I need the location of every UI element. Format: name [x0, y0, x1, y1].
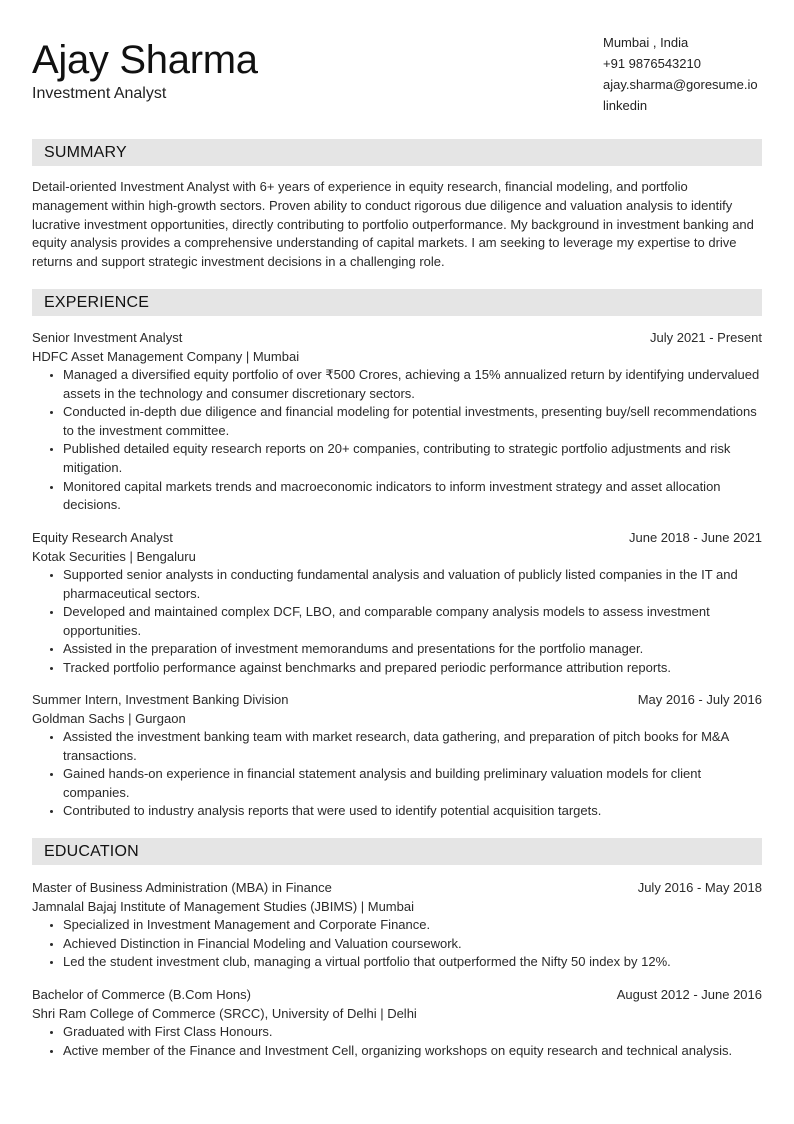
experience-entry	[32, 528, 762, 678]
degree-bullets	[32, 916, 762, 972]
job-title: Summer Intern, Investment Banking Division	[32, 692, 289, 707]
contact-block	[603, 32, 758, 116]
degree-title: Master of Business Administration (MBA) in Finance	[32, 880, 332, 895]
bullet-item: • Gained hands-on experience in financial statement analysis and building preliminary valuation models for client companies.	[63, 765, 762, 802]
education-entry	[32, 878, 762, 972]
resume-header	[32, 32, 762, 122]
job-bullets	[32, 728, 762, 821]
degree-title: Bachelor of Commerce (B.Com Hons)	[32, 987, 251, 1002]
candidate-role: Investment Analyst	[32, 85, 167, 102]
degree-bullets	[32, 1023, 762, 1060]
bullet-item: • Developed and maintained complex DCF, LBO, and comparable company analysis models to assess investment opportunities.	[63, 603, 762, 640]
education-section-header	[32, 838, 762, 865]
contact-phone: +91 9876543210	[603, 56, 701, 71]
job-bullets	[32, 366, 762, 515]
bullet-item: • Specialized in Investment Management and Corporate Finance.	[63, 916, 762, 935]
contact-linkedin-link[interactable]: linkedin	[603, 98, 648, 113]
experience-heading: EXPERIENCE	[44, 294, 150, 311]
education-entry	[32, 985, 762, 1060]
entry-title-row	[32, 528, 762, 547]
bullet-item: • Conducted in-depth due diligence and financial modeling for potential investments, presenting buy/sell recommendations to the investment committee.	[63, 403, 762, 440]
job-dates: May 2016 - July 2016	[637, 692, 762, 707]
entry-title-row	[32, 328, 762, 347]
bullet-item: • Active member of the Finance and Investment Cell, organizing workshops on equity research and technical analysis.	[63, 1042, 762, 1061]
summary-text: Detail-oriented Investment Analyst with 6+ years of experience in equity research, financial modeling, and portfolio management within high-growth sectors. Proven ability to conduct rigorous due diligence and valuation analysis to identify lucrative investment opportunities, directly contributing to portfolio outperformance. My background in investment banking and equity analysis provides a comprehensive understanding of capital markets. I am seeking to leverage my expertise to drive returns and support strategic investment decisions in a challenging role.	[32, 179, 754, 270]
job-title: Senior Investment Analyst	[32, 330, 183, 345]
job-dates: July 2021 - Present	[649, 330, 762, 345]
bullet-item: • Monitored capital markets trends and macroeconomic indicators to inform investment strategy and asset allocation decisions.	[63, 478, 762, 515]
school-name: Shri Ram College of Commerce (SRCC), University of Delhi | Delhi	[32, 1006, 417, 1021]
summary-section-header	[32, 139, 762, 166]
bullet-item: • Contributed to industry analysis reports that were used to identify potential acquisition targets.	[63, 802, 762, 821]
job-organization: Goldman Sachs | Gurgaon	[32, 711, 186, 726]
job-dates: June 2018 - June 2021	[629, 530, 762, 545]
bullet-item: • Tracked portfolio performance against benchmarks and prepared periodic performance attribution reports.	[63, 659, 762, 678]
degree-dates: August 2012 - June 2016	[616, 987, 762, 1002]
summary-heading: SUMMARY	[44, 144, 127, 161]
bullet-item: • Led the student investment club, managing a virtual portfolio that outperformed the Nifty 50 index by 12%.	[63, 953, 762, 972]
bullet-item: • Assisted in the preparation of investment memorandums and presentations for the portfolio manager.	[63, 640, 762, 659]
experience-entry	[32, 328, 762, 515]
experience-entry	[32, 690, 762, 821]
job-organization: HDFC Asset Management Company | Mumbai	[32, 349, 300, 364]
degree-dates: July 2016 - May 2018	[637, 880, 762, 895]
candidate-name: Ajay Sharma	[32, 38, 258, 82]
entry-title-row	[32, 985, 762, 1004]
school-name: Jamnalal Bajaj Institute of Management Studies (JBIMS) | Mumbai	[32, 899, 414, 914]
contact-email[interactable]: ajay.sharma@goresume.io	[603, 77, 758, 92]
bullet-item: • Published detailed equity research reports on 20+ companies, contributing to strategic portfolio adjustments and risk mitigation.	[63, 440, 762, 477]
job-bullets	[32, 566, 762, 678]
job-organization: Kotak Securities | Bengaluru	[32, 549, 196, 564]
entry-title-row	[32, 690, 762, 709]
contact-location: Mumbai , India	[603, 35, 689, 50]
education-heading: EDUCATION	[44, 843, 139, 860]
bullet-item: • Assisted the investment banking team with market research, data gathering, and preparation of pitch books for M&A transactions.	[63, 728, 762, 765]
experience-section-header	[32, 289, 762, 316]
bullet-item: • Supported senior analysts in conducting fundamental analysis and valuation of publicly listed companies in the IT and pharmaceutical sectors.	[63, 566, 762, 603]
bullet-item: • Graduated with First Class Honours.	[63, 1023, 762, 1042]
job-title: Equity Research Analyst	[32, 530, 173, 545]
bullet-item: • Achieved Distinction in Financial Modeling and Valuation coursework.	[63, 935, 762, 954]
entry-title-row	[32, 878, 762, 897]
bullet-item: • Managed a diversified equity portfolio of over ₹500 Crores, achieving a 15% annualized return by identifying undervalued assets in the technology and consumer discretionary sectors.	[63, 366, 762, 403]
